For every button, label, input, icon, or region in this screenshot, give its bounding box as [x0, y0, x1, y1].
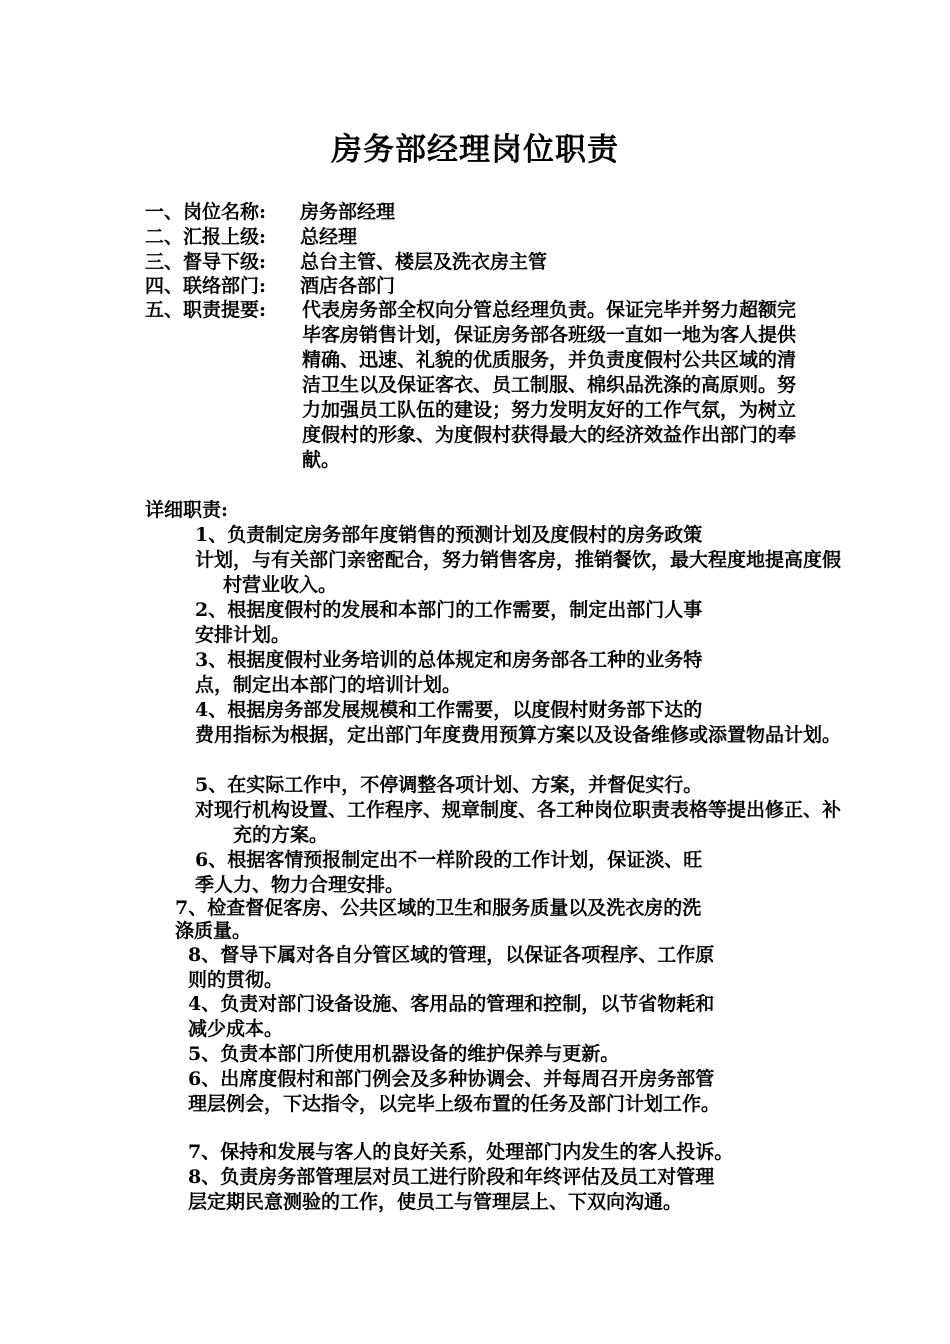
duty-item: 3、根据度假村业务培训的总体规定和房务部各工种的业务特 点，制定出本部门的培训计划。 [195, 649, 703, 696]
info-value: 房务部经理 [300, 201, 396, 223]
summary-label: 五、职责提要: [145, 299, 267, 321]
duty-item: 7、检查督促客房、公共区域的卫生和服务质量以及洗衣房的洗 涤质量。 [175, 897, 702, 942]
info-value: 总经理 [300, 226, 358, 248]
duty-item: 4、负责对部门设备设施、客用品的管理和控制，以节省物耗和 减少成本。 [188, 993, 715, 1040]
info-label: 一、岗位名称: [145, 201, 267, 223]
info-label: 四、联络部门: [145, 275, 267, 297]
duty-item: 6、根据客情预报制定出不一样阶段的工作计划，保证淡、旺 季人力、物力合理安排。 [195, 849, 703, 896]
info-row-report-to [145, 225, 357, 249]
duty-item: 2、根据度假村的发展和本部门的工作需要，制定出部门人事 安排计划。 [195, 599, 703, 646]
details-heading: 详细职责: [145, 499, 229, 521]
info-row-contacts [145, 274, 395, 298]
info-label: 三、督导下级: [145, 251, 267, 273]
duty-item: 7、保持和发展与客人的良好关系，处理部门内发生的客人投诉。 [188, 1141, 734, 1163]
duty-item: 4、根据房务部发展规模和工作需要，以度假村财务部下达的 费用指标为根据，定出部门年度费用预算方案以及设备维修或添置物品计划。 [195, 699, 842, 746]
duty-item: 1、负责制定房务部年度销售的预测计划及度假村的房务政策 计划，与有关部门亲密配合，努力销售客房，推销餐饮，最大程度地提高度假村营业收入。 [195, 524, 842, 596]
info-row-subordinates [145, 250, 547, 274]
duty-item: 8、负责房务部管理层对员工进行阶段和年终评估及员工对管理 层定期民意测验的工作，使员工与管理层上、下双向沟通。 [188, 1166, 715, 1213]
duty-item: 6、出席度假村和部门例会及多种协调会、并每周召开房务部管 理层例会，下达指令，以完毕上级布置的任务及部门计划工作。 [188, 1068, 721, 1115]
duty-item: 5、负责本部门所使用机器设备的维护保养与更新。 [188, 1043, 620, 1065]
duty-item: 8、督导下属对各自分管区域的管理，以保证各项程序、工作原 则的贯彻。 [188, 944, 715, 991]
info-row-position [145, 200, 395, 224]
info-value: 总台主管、楼层及洗衣房主管 [300, 251, 548, 273]
duty-item: 5、在实际工作中，不停调整各项计划、方案，并督促实行。 对现行机构设置、工作程序、规章制度、各工种岗位职责表格等提出修正、补充的方案。 [195, 774, 842, 846]
document-title: 房务部经理岗位职责 [331, 132, 619, 168]
summary-text: 代表房务部全权向分管总经理负责。保证完毕并努力超额完毕客房销售计划，保证房务部各班级一直如一地为客人提供精确、迅速、礼貌的优质服务，并负责度假村公共区域的清洁卫生以及保证客衣、员工制服、棉织品洗涤的高原则。努力加强员工队伍的建设；努力发明友好的工作气氛，为树立度假村的形象、为度假村获得最大的经济效益作出部门的奉献。 [302, 299, 797, 471]
info-label: 二、汇报上级: [145, 226, 267, 248]
info-value: 酒店各部门 [300, 275, 396, 297]
